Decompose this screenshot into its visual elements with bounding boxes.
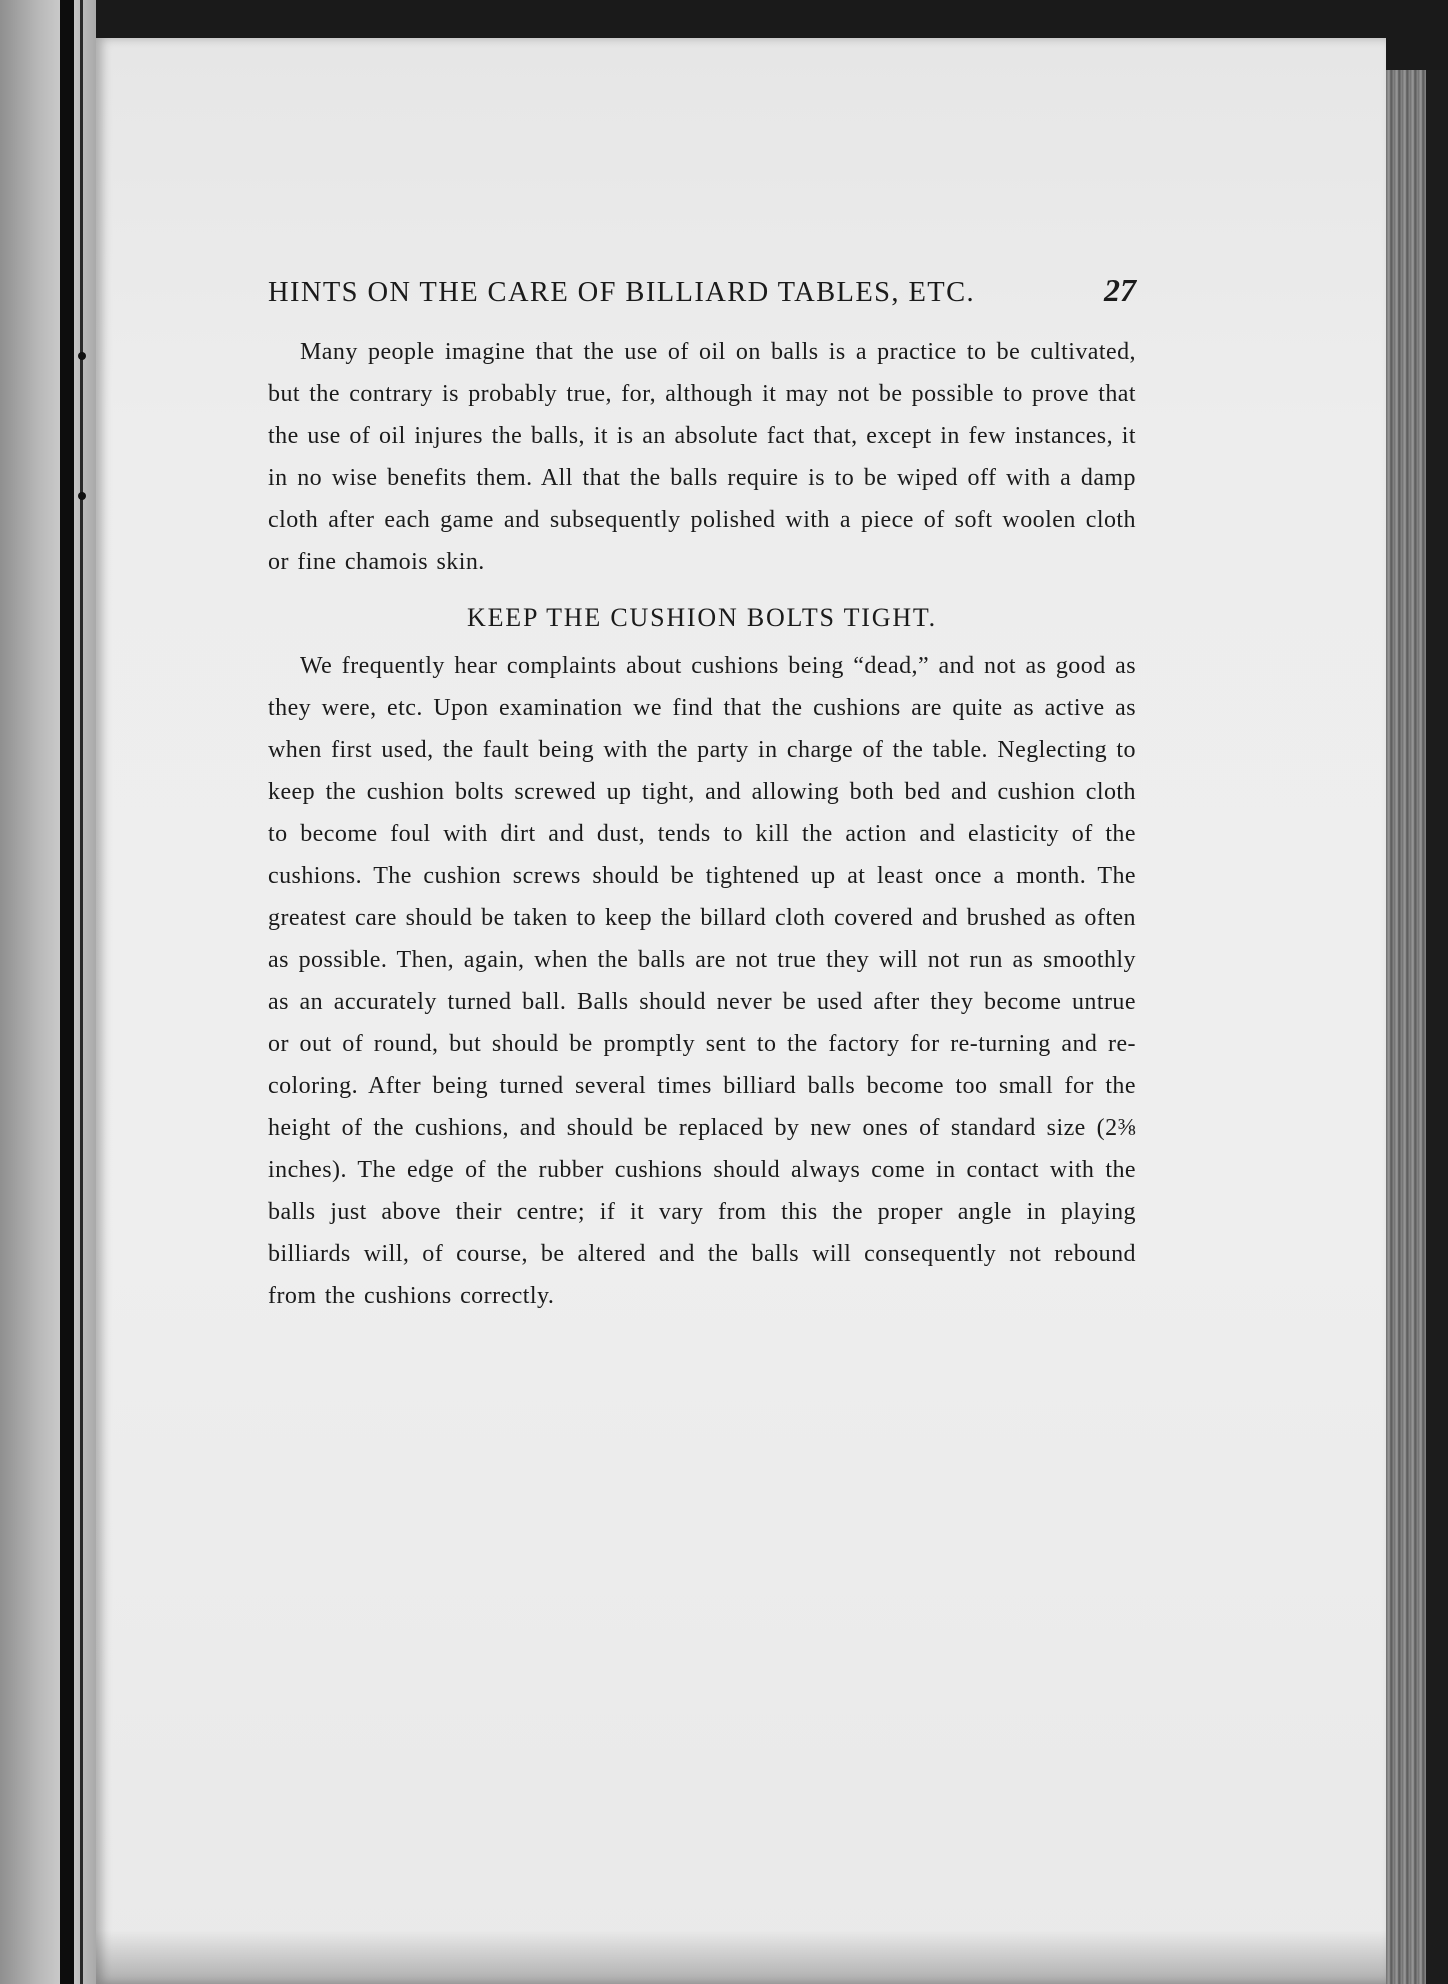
running-head [268,272,1136,309]
binding-mark [78,492,86,500]
spine-shadow [60,0,74,1984]
running-head-title: HINTS ON THE CARE OF BILLIARD TABLES, ETC. [268,277,976,308]
section-heading: KEEP THE CUSHION BOLTS TIGHT. [467,603,937,632]
spine-line [80,0,83,1984]
fore-edge-shadow [1426,70,1448,1984]
page-number: 27 [1104,272,1136,308]
book-spine-strip [0,0,96,1984]
cushion-paragraph: We frequently hear complaints about cushions being “dead,” and not as good as they were, etc. Upon examination we find that the cushions are quite as active as when first used, the fault being with the party in charge of the table. Neglecting to keep the cushion bolts screwed up tight, and allowing both bed and cushion cloth to become foul with dirt and dust, tends to kill the action and elasticity of the cushions. The cushion screws should be tightened up at least once a month. The greatest care should be taken to keep the billard cloth covered and brushed as often as possible. Then, again, when the balls are not true they will not run as smoothly as an accurately turned ball. Balls should never be used after they become untrue or out of round, but should be promptly sent to the factory for re-turning and re-coloring. After being turned several times billiard balls become too small for the height of the cushions, and should be replaced by new ones of standard size (2⅜ inches). The edge of the rubber cushions should always come in contact with the balls just above their centre; if it vary from this the proper angle in playing billiards will, of course, be altered and the balls will consequently not rebound from the cushions correctly. [268,653,1136,1309]
page-content [268,272,1136,1317]
binding-mark [78,352,86,360]
oil-paragraph: Many people imagine that the use of oil on balls is a practice to be cultivated, but the contrary is probably true, for, although it may not be possible to prove that the use of oil injures the balls, it is an absolute fact that, except in few instances, it in no wise benefits them. All that the balls require is to be wiped off with a damp cloth after each game and subsequently polished with a piece of soft woolen cloth or fine chamois skin. [268,339,1136,575]
page-fore-edge [1386,70,1448,1984]
page-bottom-shadow [96,1930,1386,1984]
